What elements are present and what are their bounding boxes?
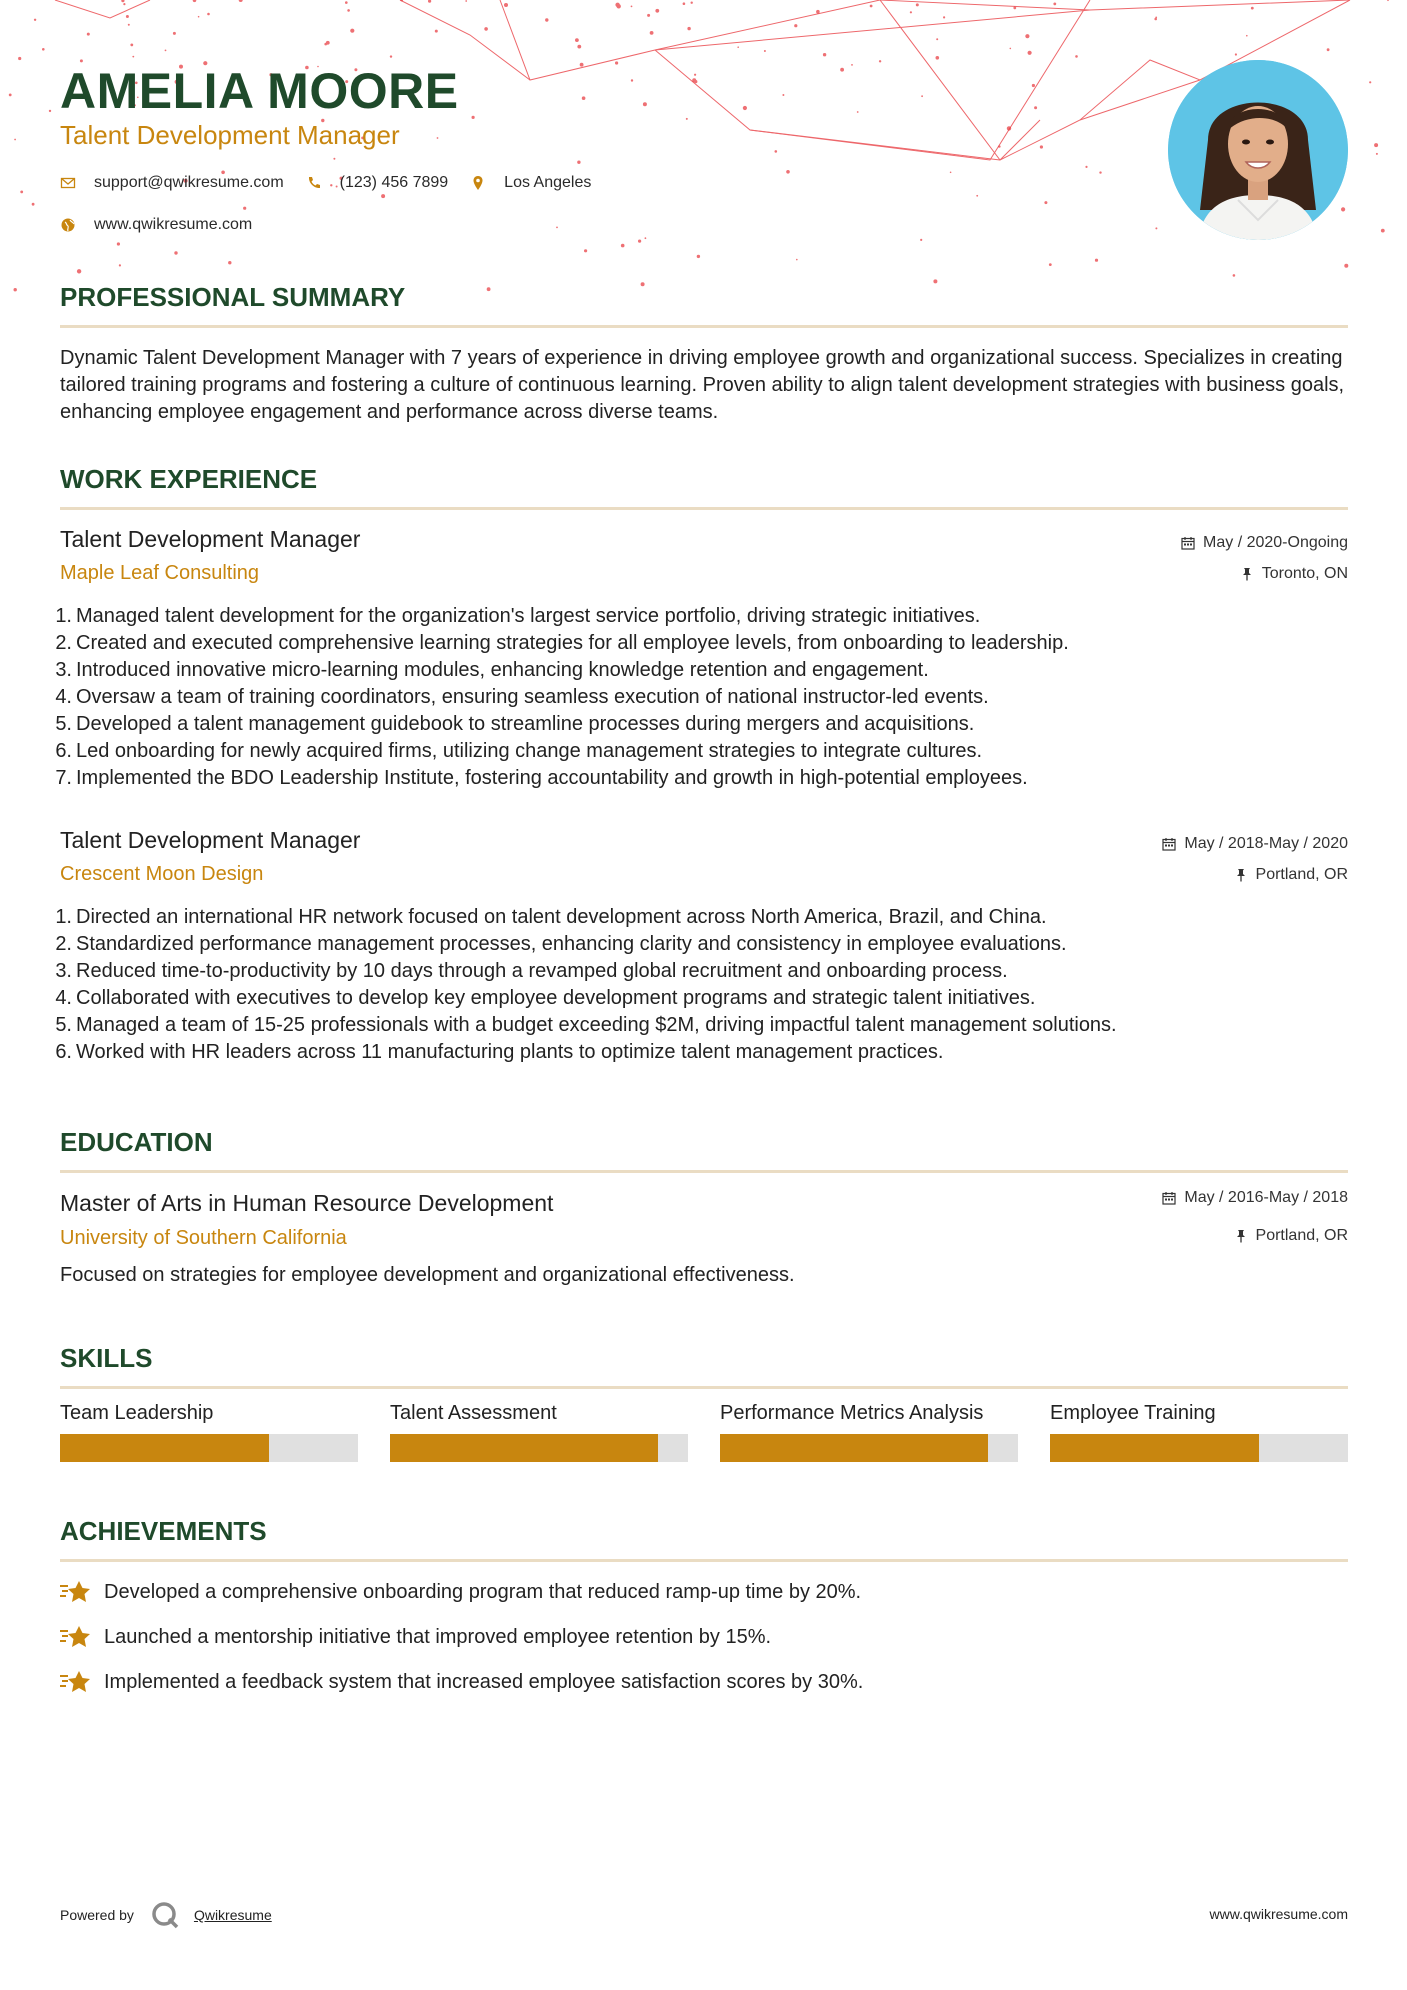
company-name: Maple Leaf Consulting — [60, 562, 260, 584]
skill-name: Talent Assessment — [390, 1402, 557, 1424]
network-dot — [1341, 207, 1345, 211]
section-heading-education: EDUCATION — [60, 1127, 1348, 1173]
network-dot — [173, 32, 176, 35]
network-dot — [840, 68, 844, 72]
list-item: 6. Led onboarding for newly acquired firms, utilizing change management strategies to integrate cultures. — [55, 740, 983, 762]
network-dot — [14, 288, 17, 291]
job-title: Talent Development Manager — [60, 526, 361, 552]
network-dot — [870, 5, 873, 8]
list-item: 7. Implemented the BDO Leadership Institute, fostering accountability and growth in high-potential employees. — [55, 767, 1028, 789]
network-dot — [77, 269, 81, 273]
network-dot — [207, 13, 210, 16]
list-item: 2. Standardized performance management processes, enhancing clarity and consistency in employee evaluations. — [55, 933, 1067, 955]
achievement-text: Implemented a feedback system that increased employee satisfaction scores by 30%. — [104, 1670, 864, 1693]
network-dot — [435, 30, 438, 33]
network-dot — [631, 79, 633, 81]
email-text: support@qwikresume.com — [94, 174, 284, 191]
network-dot — [18, 57, 21, 60]
network-dot — [20, 191, 23, 194]
job-location — [1234, 866, 1348, 884]
network-dot — [1013, 7, 1016, 10]
pushpin-icon — [1234, 1229, 1248, 1243]
job-bullets — [55, 603, 1348, 792]
network-dot — [1374, 143, 1378, 147]
job-dates — [1162, 835, 1348, 853]
job-dates-text: May / 2020-Ongoing — [1203, 534, 1348, 551]
network-dot — [857, 111, 859, 113]
network-dot — [42, 48, 45, 51]
network-dot — [504, 3, 508, 7]
network-dot — [621, 244, 625, 248]
list-item: 5. Developed a talent management guidebook to streamline processes during mergers and acquisitions. — [55, 713, 975, 735]
star-award-icon — [60, 1578, 92, 1606]
skill-bar — [720, 1434, 1018, 1462]
degree-title: Master of Arts in Human Resource Development — [60, 1190, 554, 1216]
job-location-text: Portland, OR — [1255, 866, 1348, 883]
network-dot — [228, 261, 231, 264]
network-dot — [32, 203, 35, 206]
network-dot — [643, 102, 647, 106]
network-dot — [1369, 81, 1371, 83]
network-dot — [1344, 264, 1348, 268]
job-location-text: Toronto, ON — [1261, 565, 1348, 582]
network-dot — [816, 10, 820, 14]
network-dot — [631, 6, 633, 8]
network-dot — [1327, 48, 1330, 51]
website-text: www.qwikresume.com — [94, 216, 253, 233]
education-dates — [1162, 1189, 1348, 1207]
list-item: 4. Oversaw a team of training coordinators, ensuring seamless execution of national instructor-led events. — [55, 686, 989, 708]
network-dot — [615, 61, 618, 64]
network-dot — [796, 259, 798, 261]
network-dot — [465, 0, 467, 2]
job-bullets — [55, 904, 1348, 1066]
network-dot — [1049, 263, 1052, 266]
company-name: Crescent Moon Design — [60, 863, 264, 885]
network-dot — [484, 27, 488, 31]
contact-phone[interactable] — [306, 174, 449, 192]
network-dot — [823, 53, 826, 56]
list-item: 3. Introduced innovative micro-learning modules, enhancing knowledge retention and engagement. — [55, 659, 929, 681]
network-dot — [655, 9, 659, 13]
network-dot — [333, 158, 335, 160]
network-dot — [239, 0, 243, 2]
network-dot — [786, 170, 790, 174]
skill-name: Employee Training — [1050, 1402, 1216, 1424]
network-dot — [198, 16, 200, 18]
network-dot — [1034, 106, 1037, 109]
network-dot — [1085, 166, 1087, 168]
network-dot — [34, 19, 36, 21]
achievement-item — [60, 1578, 861, 1606]
network-dot — [1032, 84, 1035, 87]
network-dot — [580, 63, 584, 67]
calendar-icon — [1162, 837, 1176, 851]
brand-link[interactable]: Qwikresume — [193, 1907, 272, 1923]
envelope-icon — [60, 175, 76, 191]
network-dot — [737, 46, 739, 48]
network-dot — [428, 0, 431, 3]
calendar-icon — [1181, 536, 1195, 550]
education-location — [1234, 1227, 1348, 1245]
network-dot — [1075, 55, 1078, 58]
network-dot — [584, 249, 587, 252]
network-dot — [794, 24, 797, 27]
list-item: 3. Reduced time-to-productivity by 10 days through a revamped global recruitment and onboarding process. — [55, 960, 1008, 982]
network-dot — [686, 118, 688, 120]
network-dot — [347, 9, 350, 12]
network-dot — [764, 50, 766, 52]
achievement-text: Launched a mentorship initiative that improved employee retention by 15%. — [104, 1625, 772, 1648]
network-dot — [545, 18, 548, 21]
network-dot — [647, 14, 650, 17]
skills-list — [60, 1402, 1348, 1462]
skill-bar-fill — [720, 1434, 988, 1462]
section-heading-summary: PROFESSIONAL SUMMARY — [60, 282, 1348, 328]
list-item: 1. Managed talent development for the organization's largest service portfolio, driving strategic initiatives. — [55, 605, 981, 627]
skill-bar — [1050, 1434, 1348, 1462]
pushpin-icon — [1240, 567, 1254, 581]
network-dot — [950, 172, 952, 174]
contact-row-primary — [60, 174, 613, 192]
network-dot — [1053, 3, 1056, 6]
network-dot — [345, 1, 348, 4]
skill-bar-fill — [1050, 1434, 1259, 1462]
network-dot — [691, 2, 693, 4]
skill-item — [60, 1402, 358, 1462]
network-dot — [694, 80, 697, 83]
network-dot — [694, 74, 696, 76]
network-dot — [851, 64, 853, 66]
skill-item — [720, 1402, 1018, 1462]
network-dot — [128, 24, 130, 26]
network-dot — [615, 3, 619, 7]
network-dot — [743, 106, 747, 110]
network-dot — [132, 56, 134, 58]
list-item: 1. Directed an international HR network focused on talent development across North America, Brazil, and China. — [55, 906, 1047, 928]
list-item: 2. Created and executed comprehensive learning strategies for all employee levels, from onboarding to leadership. — [55, 632, 1069, 654]
footer-powered-by — [60, 1900, 272, 1930]
network-dot — [1235, 53, 1237, 55]
network-dot — [920, 239, 922, 241]
skill-bar — [390, 1434, 688, 1462]
list-item: 6. Worked with HR leaders across 11 manufacturing plants to optimize talent management practices. — [55, 1041, 944, 1063]
network-dot — [645, 237, 647, 239]
contact-row-secondary — [60, 216, 274, 234]
phone-text: (123) 456 7899 — [339, 174, 449, 191]
job-title: Talent Development Manager — [60, 827, 361, 853]
skill-bar — [60, 1434, 358, 1462]
contact-website[interactable] — [60, 216, 252, 234]
contact-email[interactable] — [60, 174, 284, 192]
section-heading-experience: WORK EXPERIENCE — [60, 464, 1348, 510]
network-dot — [638, 240, 641, 243]
achievement-item — [60, 1623, 771, 1651]
location-text: Los Angeles — [504, 174, 592, 191]
achievement-text: Developed a comprehensive onboarding program that reduced ramp-up time by 20%. — [104, 1580, 862, 1603]
profile-photo — [1168, 60, 1348, 240]
network-dot — [324, 43, 327, 46]
network-dot — [1251, 7, 1254, 10]
education-description: Focused on strategies for employee development and organizational effectiveness. — [60, 1264, 795, 1286]
network-dot — [87, 33, 90, 36]
network-dot — [472, 116, 475, 119]
network-dot — [1040, 145, 1043, 148]
network-dot — [775, 150, 778, 153]
network-dot — [119, 264, 121, 266]
network-dot — [1007, 126, 1011, 130]
network-dot — [687, 27, 690, 30]
network-dot — [1387, 0, 1389, 1]
network-dot — [49, 110, 51, 112]
network-dot — [998, 145, 1000, 147]
section-heading-skills: SKILLS — [60, 1343, 1348, 1389]
network-dot — [1155, 227, 1157, 229]
achievement-item — [60, 1668, 863, 1696]
network-dot — [117, 242, 120, 245]
network-dot — [575, 38, 579, 42]
network-dot — [1095, 259, 1098, 262]
job-location — [1240, 565, 1348, 583]
network-dot — [14, 139, 16, 141]
job-dates-text: May / 2018-May / 2020 — [1184, 835, 1348, 852]
network-dot — [165, 50, 167, 52]
network-dot — [1154, 18, 1157, 21]
skill-bar-fill — [390, 1434, 658, 1462]
footer-url[interactable]: www.qwikresume.com — [1209, 1906, 1348, 1922]
job-dates — [1181, 534, 1348, 552]
skill-bar-fill — [60, 1434, 269, 1462]
network-dot — [1246, 35, 1248, 37]
network-dot — [577, 45, 581, 49]
education-location-text: Portland, OR — [1255, 1227, 1348, 1244]
network-dot — [390, 55, 392, 57]
network-dot — [782, 94, 784, 96]
star-award-icon — [60, 1623, 92, 1651]
education-dates-text: May / 2016-May / 2018 — [1184, 1189, 1348, 1206]
pushpin-icon — [1234, 868, 1248, 882]
network-dot — [1376, 153, 1378, 155]
skill-name: Performance Metrics Analysis — [720, 1402, 984, 1424]
network-dot — [350, 29, 354, 33]
network-dot — [577, 161, 580, 164]
network-dot — [1044, 201, 1047, 204]
network-dot — [650, 31, 654, 35]
network-dot — [916, 3, 919, 6]
network-dot — [1099, 171, 1101, 173]
network-dot — [9, 94, 12, 97]
list-item: 4. Collaborated with executives to develop key employee development programs and strategic talent initiatives. — [55, 987, 1036, 1009]
candidate-name: AMELIA MOORE — [60, 63, 459, 119]
profile-portrait-illustration — [1168, 60, 1348, 240]
network-dot — [381, 194, 385, 198]
network-dot — [697, 255, 700, 258]
network-dot — [1010, 48, 1012, 50]
network-dot — [437, 137, 439, 139]
star-award-icon — [60, 1668, 92, 1696]
skill-name: Team Leadership — [60, 1402, 214, 1424]
network-dot — [126, 15, 129, 18]
network-dot — [910, 11, 912, 13]
network-dot — [976, 195, 978, 197]
network-dot — [556, 227, 558, 229]
school-name: University of Southern California — [60, 1227, 347, 1249]
network-dot — [193, 0, 197, 2]
calendar-icon — [1162, 1191, 1176, 1205]
network-dot — [936, 38, 938, 40]
network-dot — [130, 44, 133, 47]
network-dot — [1233, 274, 1236, 277]
network-dot — [243, 207, 246, 210]
network-dot — [1025, 34, 1029, 38]
section-heading-achievements: ACHIEVEMENTS — [60, 1516, 1348, 1562]
network-dot — [1028, 51, 1032, 55]
globe-icon — [60, 217, 76, 233]
network-dot — [943, 16, 945, 18]
network-dot — [683, 2, 686, 5]
powered-by-label: Powered by — [60, 1907, 134, 1923]
network-dot — [174, 251, 177, 254]
network-dot — [121, 0, 124, 2]
list-item: 5. Managed a team of 15-25 professionals with a budget exceeding $2M, driving impactful talent management solutions. — [55, 1014, 1117, 1036]
network-dot — [1381, 229, 1385, 233]
contact-location — [470, 174, 591, 192]
summary-text: Dynamic Talent Development Manager with 7 years of experience in driving employee growth and organizational success. Specializes in creating tailored training programs and fostering a culture of continuous learning. Proven ability to align talent development strategies with business goals, enhancing employee engagement and performance across diverse teams. — [60, 347, 1345, 423]
network-dot — [582, 96, 586, 100]
network-dot — [879, 60, 881, 62]
phone-icon — [306, 175, 322, 191]
skill-item — [390, 1402, 688, 1462]
network-dot — [936, 56, 940, 60]
candidate-title: Talent Development Manager — [60, 120, 400, 150]
map-pin-icon — [470, 175, 486, 191]
network-dot — [123, 3, 125, 5]
qwikresume-logo-icon — [150, 1900, 180, 1930]
network-dot — [921, 95, 923, 97]
skill-item — [1050, 1402, 1348, 1462]
